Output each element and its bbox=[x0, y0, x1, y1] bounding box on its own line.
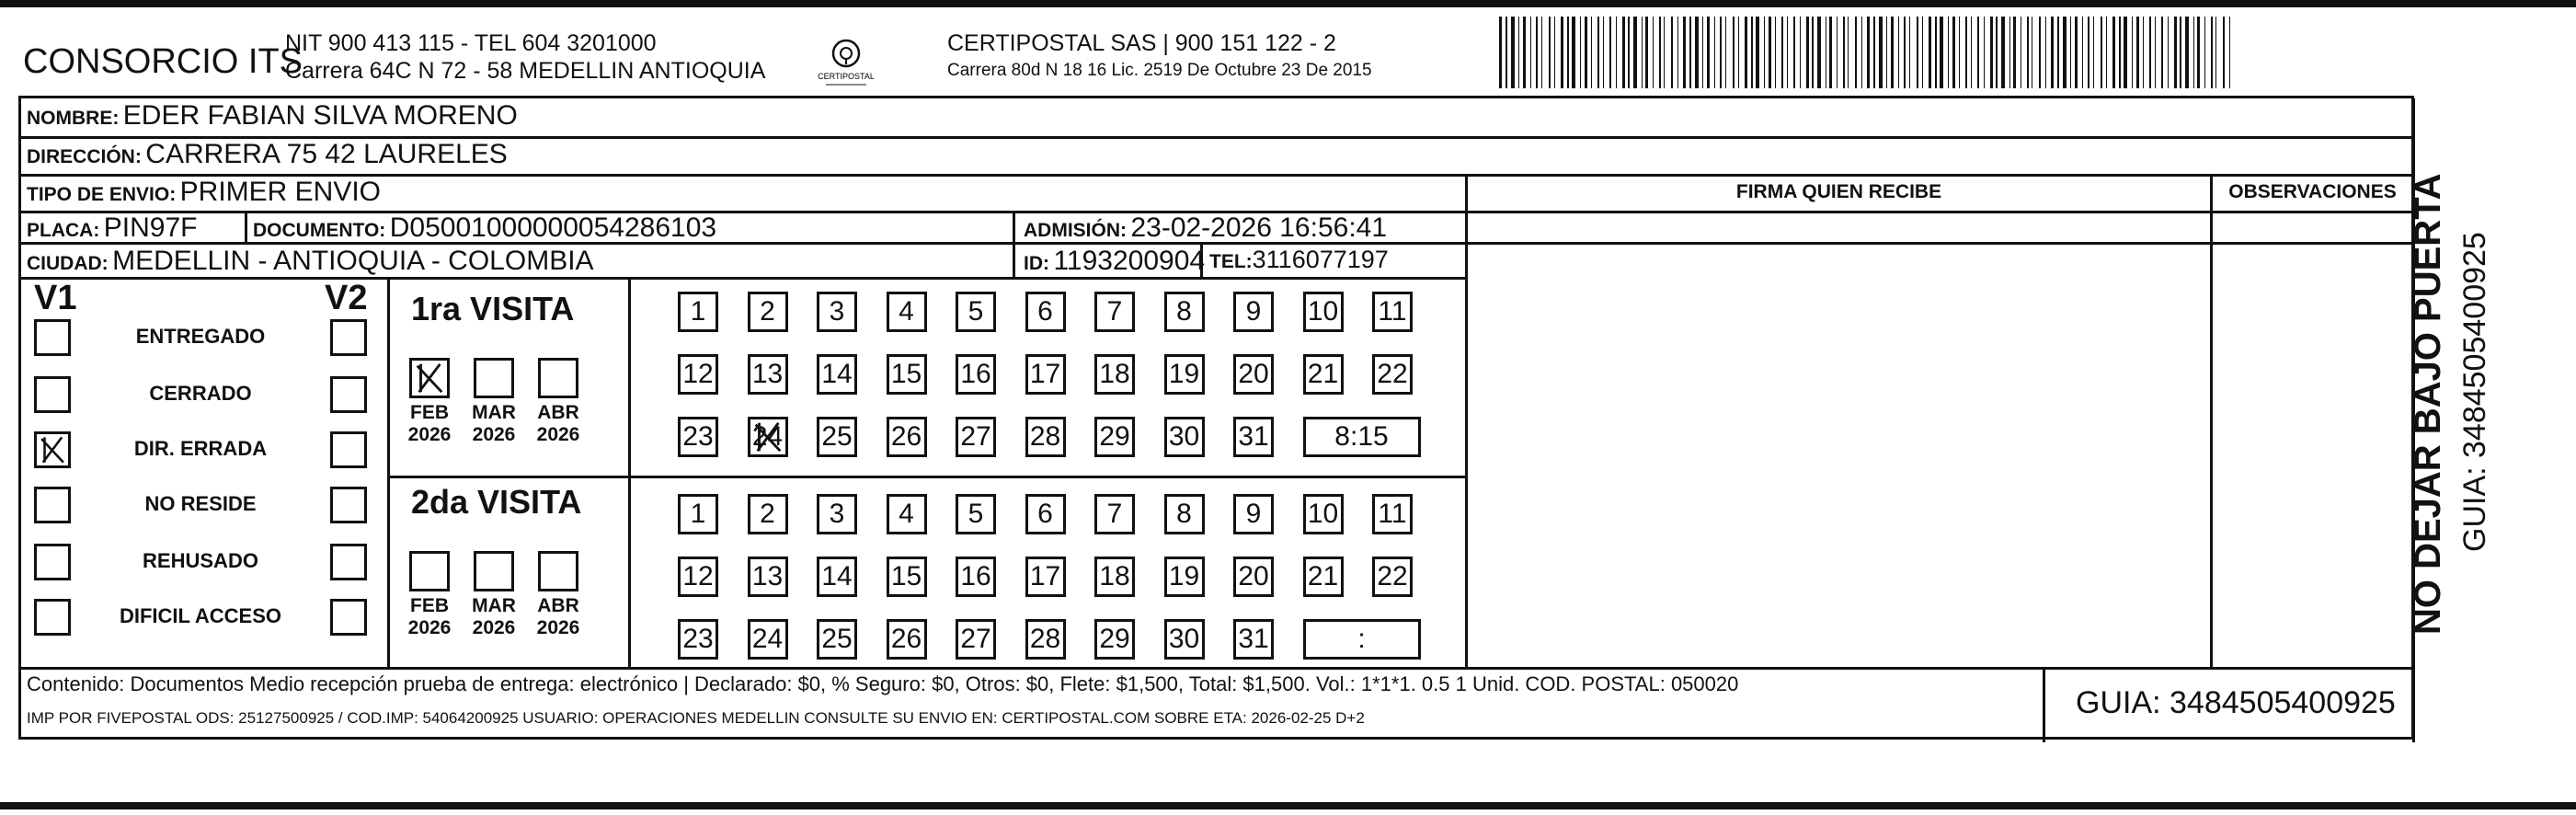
status-option-label: CERRADO bbox=[149, 382, 252, 405]
day-box[interactable]: 30 bbox=[1164, 417, 1205, 457]
v1-checkbox[interactable] bbox=[34, 487, 71, 523]
v1-checkbox[interactable] bbox=[34, 599, 71, 636]
tel-label: TEL: bbox=[1209, 251, 1253, 272]
day-box[interactable]: 31 bbox=[1233, 619, 1274, 660]
day-box[interactable]: 12 bbox=[678, 557, 718, 597]
day-box[interactable]: 13 bbox=[748, 354, 788, 395]
v1-header: V1 bbox=[34, 279, 77, 317]
day-box[interactable]: 16 bbox=[956, 557, 996, 597]
v1-checkbox[interactable] bbox=[34, 319, 71, 356]
day-box[interactable]: 11 bbox=[1372, 494, 1413, 534]
documento-label: DOCUMENTO: bbox=[253, 220, 386, 241]
day-box[interactable]: 26 bbox=[887, 619, 927, 660]
top-edge-bar bbox=[0, 0, 2576, 7]
delivery-form bbox=[18, 96, 2414, 740]
day-box[interactable]: 23 bbox=[678, 417, 718, 457]
barcode bbox=[1499, 17, 2235, 88]
ciudad-field bbox=[27, 246, 594, 277]
month-label: MAR 2026 bbox=[472, 595, 516, 638]
status-option-label: ENTREGADO bbox=[135, 325, 266, 348]
day-box[interactable]: 1 bbox=[678, 494, 718, 534]
tipo-row bbox=[27, 177, 381, 208]
nombre-row bbox=[27, 100, 518, 132]
day-box[interactable]: 27 bbox=[956, 619, 996, 660]
ciudad-label: CIUDAD: bbox=[27, 253, 109, 274]
day-box[interactable]: 17 bbox=[1025, 557, 1066, 597]
firma-header: FIRMA QUIEN RECIBE bbox=[1735, 181, 1942, 202]
direccion-row bbox=[27, 139, 508, 170]
month-label: ABR 2026 bbox=[536, 402, 580, 445]
ciudad-value: MEDELLIN - ANTIOQUIA - COLOMBIA bbox=[112, 246, 594, 276]
month-label: FEB 2026 bbox=[407, 595, 452, 638]
v1-checkbox[interactable] bbox=[34, 376, 71, 413]
day-box[interactable]: 21 bbox=[1303, 354, 1344, 395]
placa-value: PIN97F bbox=[103, 212, 198, 243]
v1-checkbox[interactable] bbox=[34, 431, 71, 468]
tipo-label: TIPO DE ENVIO: bbox=[27, 184, 177, 205]
day-box[interactable]: 9 bbox=[1233, 494, 1274, 534]
nombre-value: EDER FABIAN SILVA MORENO bbox=[122, 100, 518, 131]
day-box[interactable]: 15 bbox=[887, 557, 927, 597]
month-checkbox[interactable] bbox=[474, 551, 514, 591]
v2-checkbox[interactable] bbox=[330, 431, 367, 468]
day-box[interactable]: 25 bbox=[817, 417, 857, 457]
admision-field bbox=[1024, 212, 1387, 244]
day-box[interactable]: 31 bbox=[1233, 417, 1274, 457]
day-box[interactable]: 13 bbox=[748, 557, 788, 597]
placa-field bbox=[27, 212, 198, 244]
day-box[interactable]: 20 bbox=[1233, 354, 1274, 395]
documento-value: D05001000000054286103 bbox=[389, 212, 717, 243]
day-box[interactable]: 15 bbox=[887, 354, 927, 395]
day-box[interactable]: 3 bbox=[817, 494, 857, 534]
side-notice: NO DEJAR BAJO PUERTA bbox=[2408, 173, 2448, 635]
day-box[interactable]: 3 bbox=[817, 292, 857, 332]
day-box[interactable]: 8 bbox=[1164, 292, 1205, 332]
placa-label: PLACA: bbox=[27, 220, 100, 241]
direccion-label: DIRECCIÓN: bbox=[27, 146, 142, 167]
visit1-title: 1ra VISITA bbox=[411, 290, 575, 327]
company-name: CONSORCIO ITS bbox=[23, 42, 303, 81]
day-box[interactable]: 18 bbox=[1094, 557, 1135, 597]
day-box[interactable]: 12 bbox=[678, 354, 718, 395]
month-checkbox[interactable] bbox=[409, 551, 450, 591]
id-field bbox=[1024, 246, 1205, 277]
visit2-title: 2da VISITA bbox=[411, 483, 582, 521]
day-box[interactable]: 19 bbox=[1164, 557, 1205, 597]
month-label: MAR 2026 bbox=[472, 402, 516, 445]
status-option-label: DIR. ERRADA bbox=[133, 437, 268, 460]
day-box[interactable]: 20 bbox=[1233, 557, 1274, 597]
documento-field bbox=[253, 212, 716, 244]
bottom-edge-bar bbox=[0, 802, 2576, 809]
status-option-label: DIFICIL ACCESO bbox=[119, 604, 281, 627]
day-box[interactable]: 19 bbox=[1164, 354, 1205, 395]
day-box[interactable]: 27 bbox=[956, 417, 996, 457]
day-box[interactable]: 23 bbox=[678, 619, 718, 660]
day-box[interactable]: 25 bbox=[817, 619, 857, 660]
day-box[interactable]: 29 bbox=[1094, 417, 1135, 457]
day-box[interactable]: 14 bbox=[817, 557, 857, 597]
v2-header: V2 bbox=[325, 279, 368, 317]
day-box[interactable]: 4 bbox=[887, 494, 927, 534]
tel-field bbox=[1209, 246, 1389, 274]
day-box[interactable]: 28 bbox=[1025, 619, 1066, 660]
day-box[interactable]: 10 bbox=[1303, 494, 1344, 534]
day-box[interactable]: 11 bbox=[1372, 292, 1413, 332]
day-box[interactable]: 22 bbox=[1372, 354, 1413, 395]
id-value: 1193200904 bbox=[1053, 246, 1206, 276]
v2-checkbox[interactable] bbox=[330, 376, 367, 413]
carrier-name: CERTIPOSTAL SAS | 900 151 122 - 2 bbox=[947, 30, 1336, 56]
day-box[interactable]: 5 bbox=[956, 494, 996, 534]
time-box[interactable]: 8:15 bbox=[1303, 417, 1421, 457]
admision-label: ADMISIÓN: bbox=[1024, 220, 1127, 241]
footer-content: Contenido: Documentos Medio recepción prueba de entrega: electrónico | Declarado: $0, % Seguro: $0, Otros: $0, Flete: $1,500, Total: $1,500. Vol.: 1*1*1. 0.5 1 Unid. COD. POSTAL: 050020 bbox=[27, 672, 1739, 695]
observaciones-header: OBSERVACIONES bbox=[2228, 181, 2397, 202]
day-box[interactable]: 30 bbox=[1164, 619, 1205, 660]
day-box[interactable]: 24 bbox=[748, 619, 788, 660]
svg-text:CERTIPOSTAL: CERTIPOSTAL bbox=[818, 72, 875, 81]
side-guia: GUIA: 3484505400925 bbox=[2457, 232, 2492, 552]
day-box[interactable]: 10 bbox=[1303, 292, 1344, 332]
day-box[interactable]: 28 bbox=[1025, 417, 1066, 457]
status-option-label: REHUSADO bbox=[143, 549, 258, 572]
id-label: ID: bbox=[1024, 253, 1049, 274]
v2-checkbox[interactable] bbox=[330, 319, 367, 356]
day-box[interactable]: 26 bbox=[887, 417, 927, 457]
nombre-label: NOMBRE: bbox=[27, 108, 120, 129]
day-box[interactable]: 14 bbox=[817, 354, 857, 395]
month-checkbox[interactable] bbox=[474, 358, 514, 398]
company-info bbox=[285, 29, 765, 85]
v1-checkbox[interactable] bbox=[34, 544, 71, 580]
day-box[interactable]: 4 bbox=[887, 292, 927, 332]
company-address: Carrera 64C N 72 - 58 MEDELLIN ANTIOQUIA bbox=[285, 58, 766, 84]
status-option-label: NO RESIDE bbox=[144, 492, 257, 515]
day-box[interactable]: 24 bbox=[748, 417, 788, 457]
month-label: FEB 2026 bbox=[407, 402, 452, 445]
day-box[interactable]: 8 bbox=[1164, 494, 1205, 534]
day-box[interactable]: 21 bbox=[1303, 557, 1344, 597]
month-label: ABR 2026 bbox=[536, 595, 580, 638]
day-box[interactable]: 2 bbox=[748, 494, 788, 534]
company-nit: NIT 900 413 115 - TEL 604 3201000 bbox=[285, 30, 657, 56]
day-box[interactable]: 9 bbox=[1233, 292, 1274, 332]
day-box[interactable]: 6 bbox=[1025, 494, 1066, 534]
v2-checkbox[interactable] bbox=[330, 487, 367, 523]
time-box[interactable]: : bbox=[1303, 619, 1421, 660]
admision-value: 23-02-2026 16:56:41 bbox=[1130, 212, 1388, 243]
day-box[interactable]: 18 bbox=[1094, 354, 1135, 395]
month-checkbox[interactable] bbox=[538, 358, 578, 398]
day-box[interactable]: 6 bbox=[1025, 292, 1066, 332]
day-box[interactable]: 16 bbox=[956, 354, 996, 395]
month-checkbox[interactable] bbox=[409, 358, 450, 398]
day-box[interactable]: 22 bbox=[1372, 557, 1413, 597]
certipostal-logo bbox=[809, 35, 883, 90]
day-box[interactable]: 5 bbox=[956, 292, 996, 332]
footer-guia: GUIA: 3484505400925 bbox=[2076, 685, 2396, 720]
day-box[interactable]: 1 bbox=[678, 292, 718, 332]
v2-checkbox[interactable] bbox=[330, 544, 367, 580]
tel-value: 3116077197 bbox=[1252, 246, 1389, 273]
direccion-value: CARRERA 75 42 LAURELES bbox=[145, 139, 508, 169]
v2-checkbox[interactable] bbox=[330, 599, 367, 636]
carrier-address: Carrera 80d N 18 16 Lic. 2519 De Octubre 23 De 2015 bbox=[947, 61, 1372, 80]
carrier-info bbox=[947, 29, 1372, 85]
tipo-value: PRIMER ENVIO bbox=[179, 177, 382, 207]
footer-print-info: IMP POR FIVEPOSTAL ODS: 25127500925 / COD.IMP: 54064200925 USUARIO: OPERACIONES MEDELLIN CONSULTE SU ENVIO EN: CERTIPOSTAL.COM SOBRE ETA: 2026-02-25 D+2 bbox=[27, 709, 1365, 727]
day-box[interactable]: 29 bbox=[1094, 619, 1135, 660]
day-box[interactable]: 17 bbox=[1025, 354, 1066, 395]
day-box[interactable]: 2 bbox=[748, 292, 788, 332]
day-box[interactable]: 7 bbox=[1094, 292, 1135, 332]
day-box[interactable]: 7 bbox=[1094, 494, 1135, 534]
month-checkbox[interactable] bbox=[538, 551, 578, 591]
